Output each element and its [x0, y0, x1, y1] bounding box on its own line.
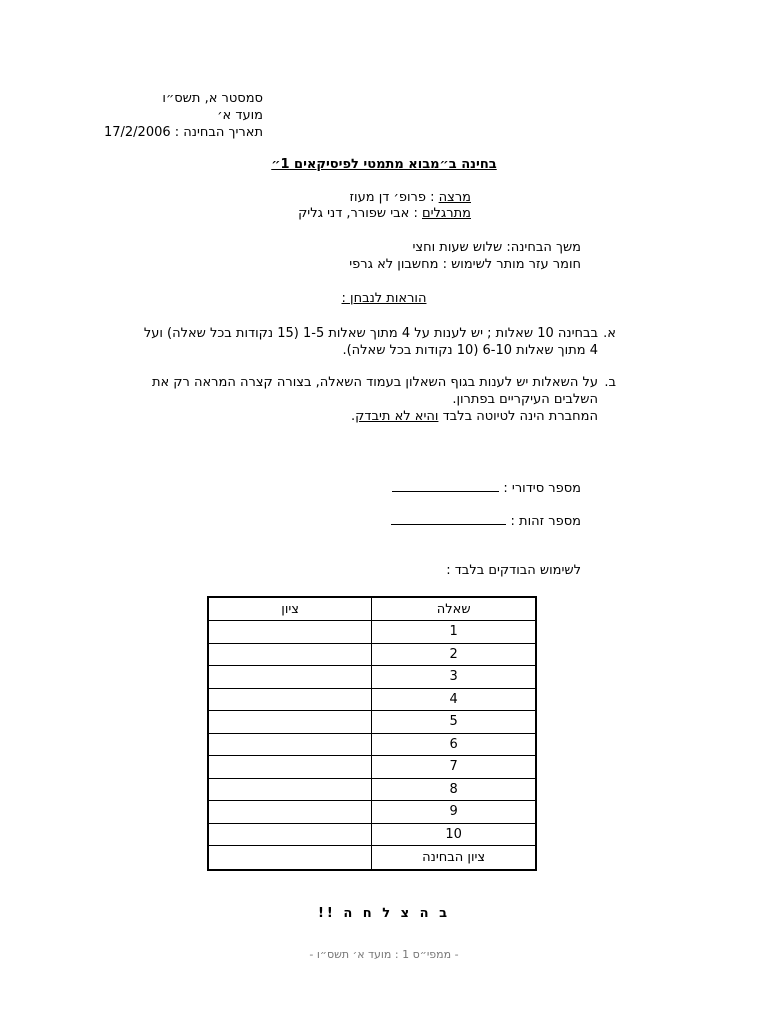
table-row — [208, 621, 536, 644]
instruction-b-text: על השאלות יש לענות בגוף השאלון בעמוד השאלה, בצורה קצרה המראה רק את השלבים העיקריים בפתרון. — [151, 375, 598, 407]
question-number-cell: 6 — [372, 733, 536, 756]
instruction-b — [138, 374, 616, 425]
id-number-label: מספר זהות : — [510, 514, 581, 529]
good-luck-text: ב ה צ ל ח ה !! — [317, 906, 451, 921]
table-row — [208, 711, 536, 734]
instruction-b-note — [138, 408, 598, 425]
question-number-cell: 9 — [372, 801, 536, 824]
instruction-a-mark: א. — [603, 326, 616, 341]
table-header-row — [208, 597, 536, 621]
grades-table — [207, 596, 537, 871]
materials-line: חומר עזר מותר לשימוש : מחשבון לא גרפי — [349, 257, 581, 272]
table-row — [208, 733, 536, 756]
grade-cell[interactable] — [208, 643, 372, 666]
grade-cell[interactable] — [208, 711, 372, 734]
grade-cell[interactable] — [208, 621, 372, 644]
serial-number-blank[interactable] — [392, 479, 499, 492]
question-number-cell: 4 — [372, 688, 536, 711]
question-number-cell: 1 — [372, 621, 536, 644]
exam-title: בחינה ב״מבוא מתמטי לפיסיקאים 1״ — [271, 157, 497, 172]
staff-block — [298, 190, 471, 222]
table-row — [208, 778, 536, 801]
exam-header — [63, 90, 263, 141]
duration-line: משך הבחינה: שלוש שעות וחצי — [412, 240, 581, 255]
instruction-b-mark: ב. — [604, 375, 616, 390]
column-header-question: שאלה — [372, 597, 536, 621]
grade-cell[interactable] — [208, 756, 372, 779]
table-row — [208, 666, 536, 689]
exam-date-line: תאריך הבחינה : 17/2/2006 — [103, 125, 263, 140]
question-number-cell: 5 — [372, 711, 536, 734]
checkers-label: לשימוש הבודקים בלבד : — [446, 563, 581, 578]
lecturer-value: : פרופ׳ דן מעוז — [349, 190, 439, 205]
id-number-blank[interactable] — [391, 512, 506, 525]
table-row — [208, 688, 536, 711]
note-underlined: והיא לא תיבדק — [355, 409, 439, 424]
instruction-a-text: בבחינה 10 שאלות ; יש לענות על 4 מתוך שאלות 1-5 (15 נקודות בכל שאלה) ועל 4 מתוך שאלות 6-10 (10 נקודות בכל שאלה). — [143, 326, 598, 358]
instruction-a — [138, 325, 616, 359]
lecturer-line — [298, 190, 471, 206]
instructions-title-text: הוראות לנבחן : — [341, 291, 427, 306]
grade-cell[interactable] — [208, 778, 372, 801]
grade-cell[interactable] — [208, 733, 372, 756]
grade-cell[interactable] — [208, 823, 372, 846]
moed-line: מועד א׳ — [217, 108, 263, 123]
question-number-cell: 10 — [372, 823, 536, 846]
table-row — [208, 823, 536, 846]
instructions-title — [0, 291, 768, 306]
semester-line: סמסטר א, תשס״ו — [162, 91, 263, 106]
question-number-cell: 2 — [372, 643, 536, 666]
final-grade-row — [208, 846, 536, 871]
grades-table-body — [208, 621, 536, 871]
serial-number-label: מספר סידורי : — [503, 481, 581, 496]
grade-cell[interactable] — [208, 666, 372, 689]
table-row — [208, 801, 536, 824]
lecturer-label: מרצה — [438, 190, 471, 205]
column-header-grade: ציון — [208, 597, 372, 621]
serial-number-field — [392, 479, 581, 496]
final-grade-label: ציון הבחינה — [372, 846, 536, 871]
question-number-cell: 3 — [372, 666, 536, 689]
page-footer: - ממפי״ס 1 : מועד א׳ תשס״ו - — [309, 948, 459, 961]
table-row — [208, 756, 536, 779]
grade-cell[interactable] — [208, 801, 372, 824]
table-row — [208, 643, 536, 666]
ta-value: : אבי שפורר, דני גליק — [298, 206, 422, 221]
note-end: . — [351, 409, 356, 424]
note-plain: המחברת הינה לטיוטה בלבד — [438, 409, 598, 424]
question-number-cell: 7 — [372, 756, 536, 779]
grade-cell[interactable] — [208, 688, 372, 711]
final-grade-cell[interactable] — [208, 846, 372, 871]
ta-line — [298, 206, 471, 222]
exam-info — [349, 239, 581, 273]
question-number-cell: 8 — [372, 778, 536, 801]
ta-label: מתרגלים — [422, 206, 471, 221]
id-number-field — [391, 512, 581, 529]
